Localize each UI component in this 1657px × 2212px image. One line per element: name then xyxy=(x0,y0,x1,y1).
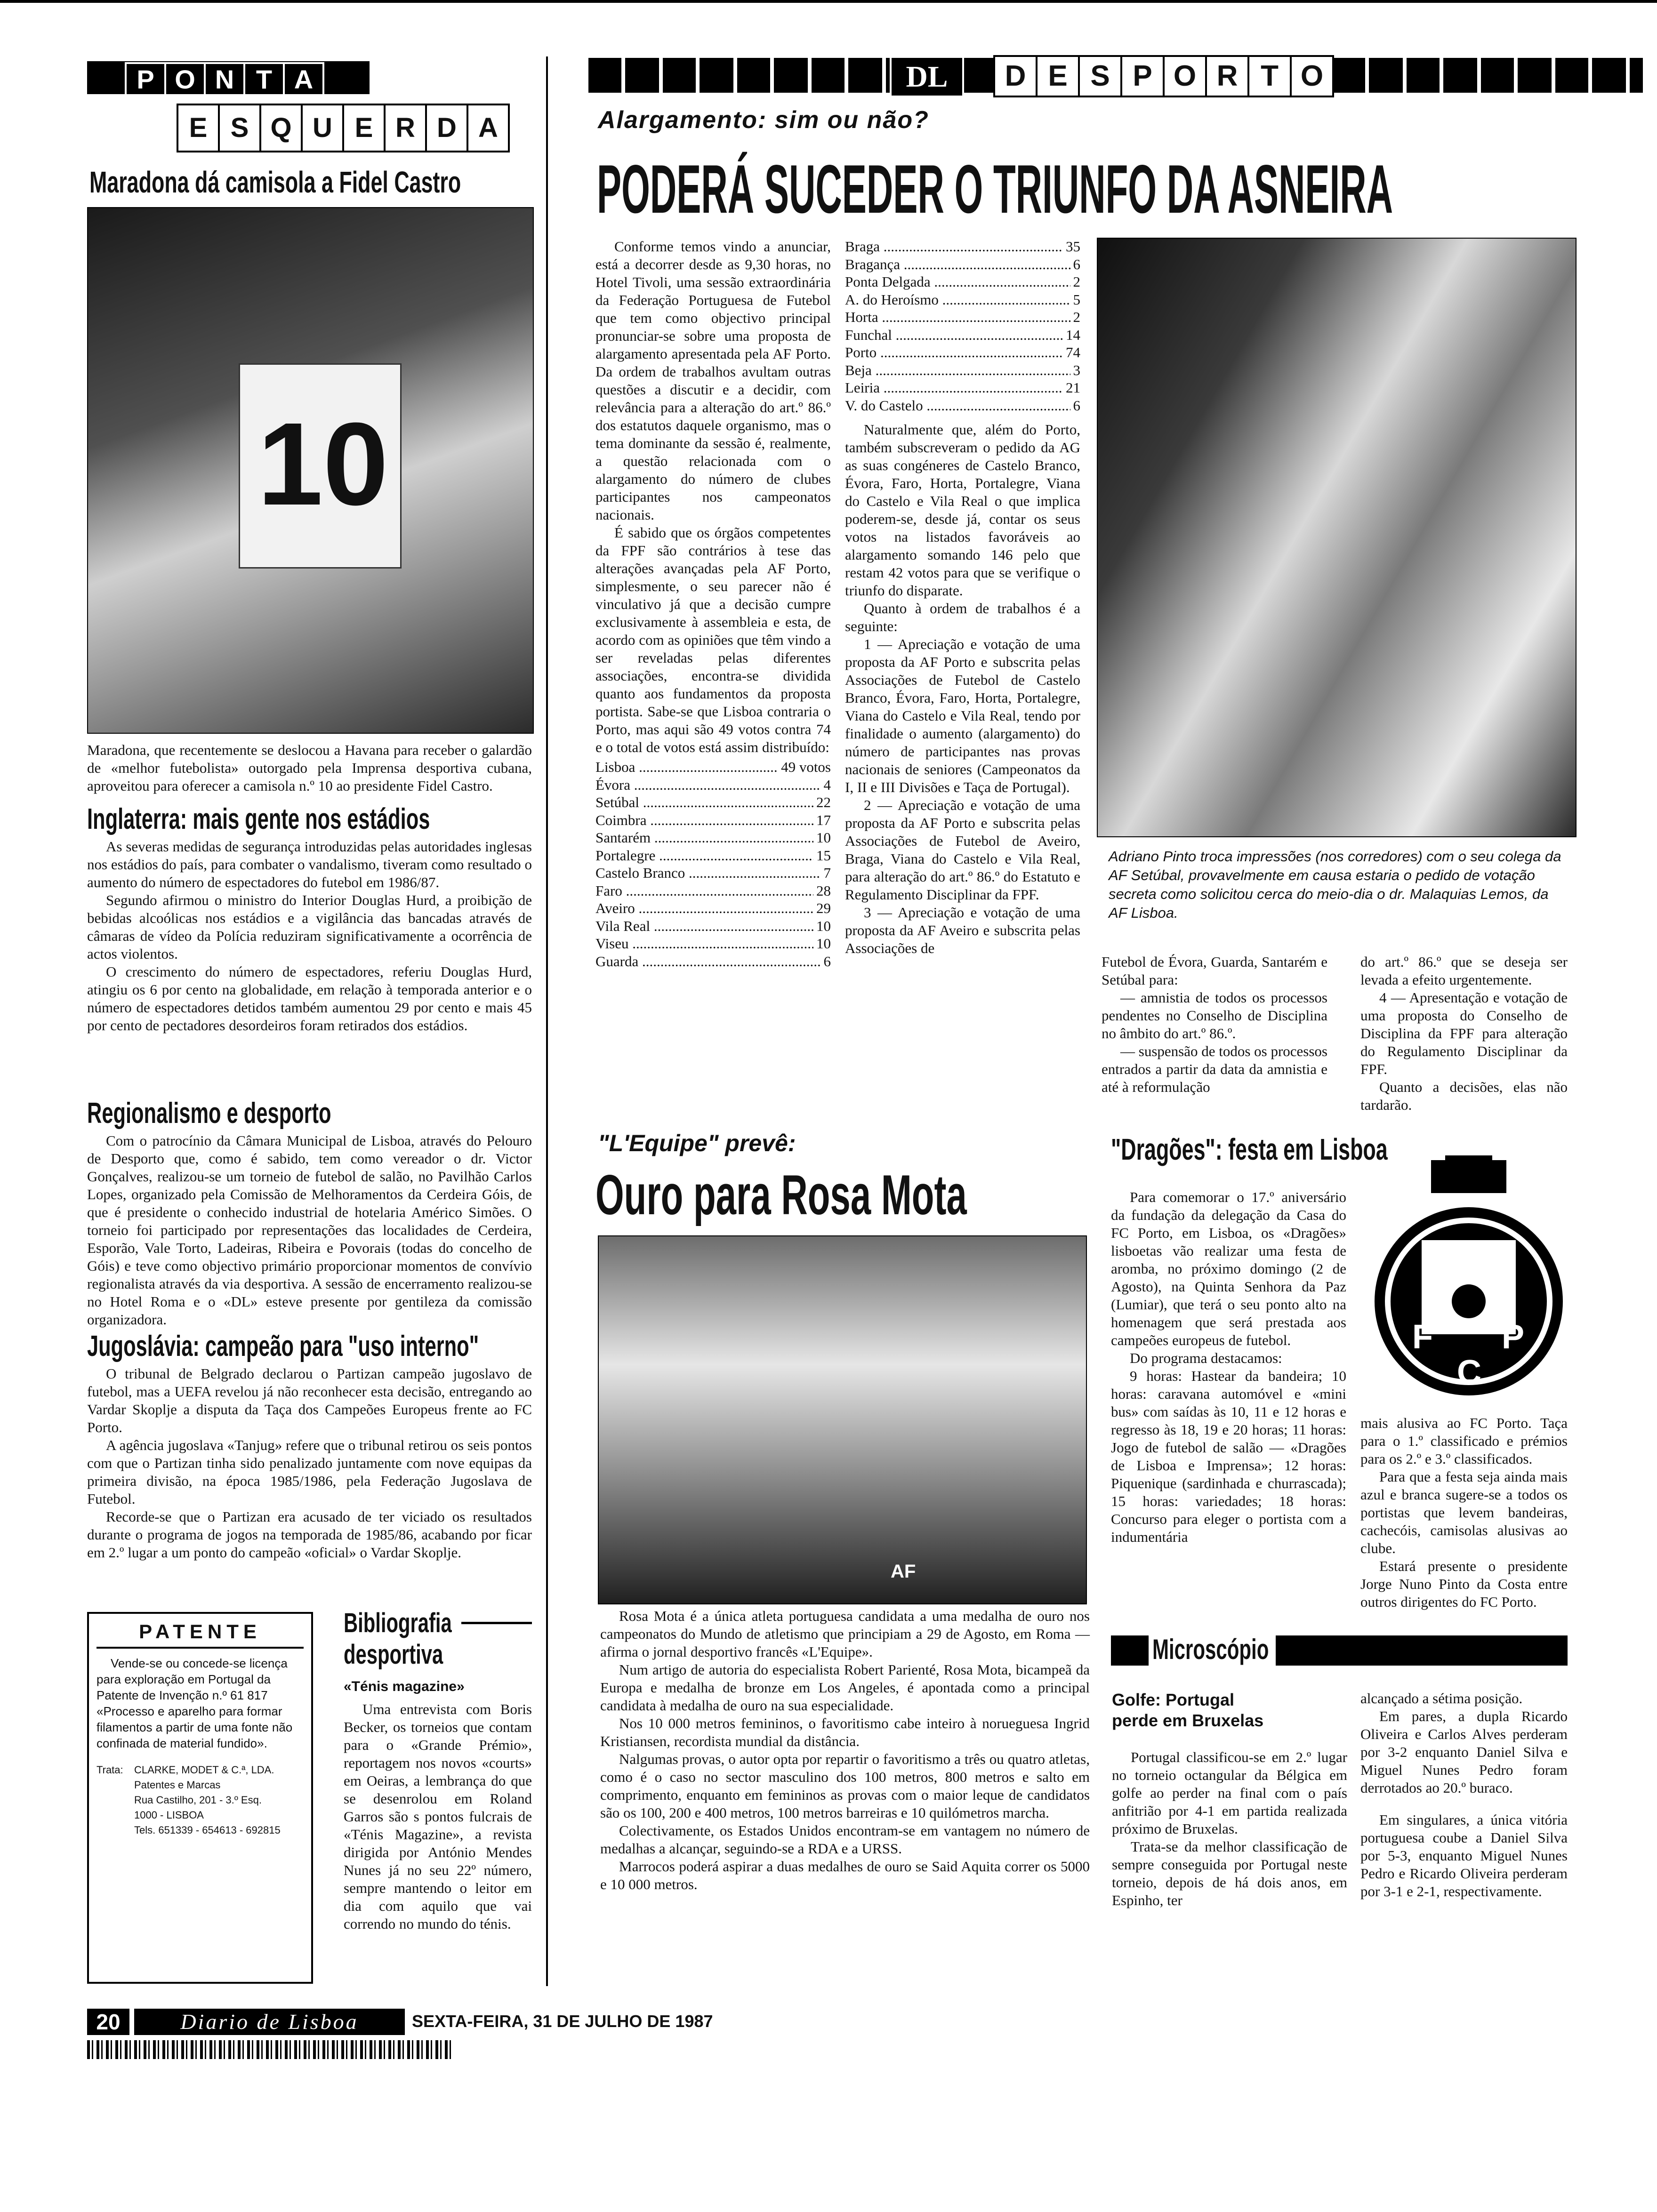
footer-barcode-strip xyxy=(87,2040,454,2059)
jugoslavia-p1: O tribunal de Belgrado declarou o Partizan campeão jugoslavo de futebol, mas a UEFA revelou já não reconhecer esta decisão, entregando ao Vardar Skoplje a disputa da Taça dos Campeões Europeus frente ao FC Porto. xyxy=(87,1365,532,1435)
patente-title: PATENTE xyxy=(97,1620,304,1649)
jugoslavia-p2: A agência jugoslava «Tanjug» refere que o tribunal retirou os seis pontos com que o Partizan tinha sido penalizado juntamente com nove equipas da primeira divisão, na época 1985/1986, pela Federação Jugoslava de Futebol. xyxy=(87,1437,532,1507)
main-col2-p2: Quanto à ordem de trabalhos é a seguinte: xyxy=(845,600,1080,634)
vote-count: 28 xyxy=(816,882,831,899)
vote-association: Setúbal ..... xyxy=(595,793,813,811)
vote-count: 4 xyxy=(823,776,831,793)
main-col3a xyxy=(1102,953,1327,1096)
vote-count: 6 xyxy=(1073,397,1080,414)
vote-count: 35 xyxy=(1066,238,1080,255)
footer xyxy=(87,2009,746,2037)
rosa-p1: Rosa Mota é a única atleta portuguesa candidata a uma medalha de ouro nos campeonatos do Mundo de atletismo que principiam a 29 de Agosto, em Roma — afirma o jornal desportivo francês «L'Equipe». xyxy=(600,1608,1090,1660)
vote-count: 7 xyxy=(823,865,831,881)
vote-association: Castelo Branco ..... xyxy=(595,864,821,882)
esquerda-letter: D xyxy=(425,104,468,152)
vote-count: 6 xyxy=(1073,256,1080,272)
vote-row xyxy=(595,847,831,865)
vote-row xyxy=(595,953,831,970)
maradona-caption: Maradona, que recentemente se deslocou a Havana para receber o galardão de «melhor futebolista» outorgado pela Imprensa desportiva cubana, aproveitou para oferecer a camisola n.º 10 ao presidente Fidel Castro. xyxy=(87,742,532,794)
main-col1-p2: É sabido que os órgãos competentes da FPF são contrários à tese das alterações avançadas pela AF Porto, simplesmente, o seu parecer não é vinculativo já que a decisão cumpre exclusivamente à assembleia e esta, de acordo com as opiniões que têm vindo a ser reveladas pelas diferentes associações, encontra-se dividida quanto aos fundamentos da proposta portista. Sabe-se que Lisboa contraria o Porto, mas aqui são 49 votos contra 74 e o total de votos está assim distribuído: xyxy=(595,524,831,755)
vote-row xyxy=(845,326,1080,344)
rosa-photo-text: AF xyxy=(891,1561,916,1582)
rosa-body xyxy=(600,1607,1090,1893)
main-col2-p4: 2 — Apreciação e votação de uma proposta da AF Porto e subscrita pelas Associações de Futebol de Aveiro, Braga, Viana do Castelo e Vila Real, para alteração do art.º 86.º do Estatuto e Regulamento Disciplinar da FPF. xyxy=(845,797,1080,903)
bibliografia-p1: Uma entrevista com Boris Becker, os torneios que contam para o «Grande Prémio», reportagem nos novos «courts» em Oeiras, a lembrança do que se desenrolou em Roland Garros são s pontos fulcrais de «Ténis Magazine», a revista dirigida por António Mendes Nunes já no seu 22º número, sempre mantendo o leitor em dia com aquilo que vai correndo no mundo do ténis. xyxy=(344,1701,532,1932)
rosa-p3: Nos 10 000 metros femininos, o favoritismo cabe inteiro à norueguesa Ingrid Kristiansen, recordista mundial da distância. xyxy=(600,1715,1090,1749)
main-col1 xyxy=(595,238,831,970)
vote-association: Lisboa ..... xyxy=(595,758,778,776)
vote-association: Ponta Delgada ..... xyxy=(845,273,1070,291)
vote-count: 22 xyxy=(816,794,831,810)
main-col3a-p2: — amnistia de todos os processos pendentes no Conselho de Disciplina no âmbito do art.º 86.º. xyxy=(1102,989,1327,1042)
inglaterra-p2: Segundo afirmou o ministro do Interior Douglas Hurd, a proibição de bebidas alcoólicas nos estádios e a vigilância das bancadas através de câmaras de vídeo da Polícia reduziram significativamente a ocorrência de actos violentos. xyxy=(87,892,532,962)
vote-association: V. do Castelo ..... xyxy=(845,397,1070,415)
vote-count: 17 xyxy=(816,811,831,828)
vote-count: 10 xyxy=(816,917,831,934)
patente-box xyxy=(87,1612,313,1984)
ponta-letter: A xyxy=(283,62,324,97)
vote-row xyxy=(595,776,831,794)
patente-line: Rua Castilho, 201 - 3.º Esq. xyxy=(134,1794,262,1806)
dragoes-title: "Dragões": festa em Lisboa xyxy=(1111,1132,1388,1166)
ponta-letter: P xyxy=(125,62,166,97)
vote-row xyxy=(845,397,1080,415)
jugoslavia-title: Jugoslávia: campeão para "uso interno" xyxy=(87,1330,479,1362)
golf-col2-p2: Em pares, a dupla Ricardo Oliveira e Carlos Alves perderam por 3-2 enquanto Daniel Silva e Miguel Nunes Pedro foram derrotados ao 20.º buraco. xyxy=(1360,1708,1568,1796)
vote-row xyxy=(595,935,831,953)
vote-association: Braga ..... xyxy=(845,238,1063,256)
golf-title xyxy=(1112,1690,1263,1731)
vote-count: 74 xyxy=(1066,344,1080,361)
ponta-letter: T xyxy=(243,62,285,97)
desporto-letter: E xyxy=(1036,55,1080,97)
main-photo-caption: Adriano Pinto troca impressões (nos corredores) com o seu colega da AF Setúbal, provavelmente em causa estaria o pedido de votação secreta como solicitou cerca do meio-dia o dr. Malaquias Lemos, da AF Lisboa. xyxy=(1109,848,1561,921)
vote-association: Funchal ..... xyxy=(845,326,1063,344)
rosa-p4: Nalgumas provas, o autor opta por repartir o favoritismo a três ou quatro atletas, como é o caso no sector masculino dos 100 metros, 800 metros e salto em comprimento, enquanto em femininos as provas com o maior leque de candidatos são os 100, 200 e 400 metros, 100 metros barreiras e 10 quilómetros marcha. xyxy=(600,1751,1090,1821)
main-col3a-p1: Futebol de Évora, Guarda, Santarém e Setúbal para: xyxy=(1102,954,1327,988)
main-col3b-p3: Quanto a decisões, elas não tardarão. xyxy=(1360,1079,1568,1113)
vote-row xyxy=(595,793,831,811)
dragoes-col2-p3: Estará presente o presidente Jorge Nuno Pinto da Costa entre outros dirigentes do FC Porto. xyxy=(1360,1558,1568,1610)
ponta-letter: N xyxy=(204,62,245,97)
microscopio-col2 xyxy=(1360,1690,1568,1900)
vote-row xyxy=(595,811,831,829)
regionalismo-title: Regionalismo e desporto xyxy=(87,1097,331,1130)
rosa-headline: Ouro para Rosa Mota xyxy=(595,1163,967,1226)
votes-list-a xyxy=(595,758,831,970)
main-col3b-p2: 4 — Apresentação e votação de uma proposta do Conselho de Disciplina da FPF para alteração do Regulamento Disciplinar da FPF. xyxy=(1360,989,1568,1077)
vote-association: Faro ..... xyxy=(595,882,813,900)
rosa-photo xyxy=(598,1235,1087,1604)
desporto-letter: T xyxy=(1247,55,1292,97)
vote-count: 14 xyxy=(1066,326,1080,343)
vote-count: 6 xyxy=(823,953,831,970)
inglaterra-p1: As severas medidas de segurança introduzidas pelas autoridades inglesas nos estádios do país, para combater o vandalismo, tiveram como resultado o aumento do número de espectadores do futebol em 1986/87. xyxy=(87,838,532,890)
vote-association: Aveiro ..... xyxy=(595,899,813,917)
dl-logo: DL xyxy=(890,56,964,97)
dragoes-p1: Para comemorar o 17.º aniversário da fundação da delegação da Casa do FC Porto, em Lisboa, os «Dragões» lisboetas vão realizar uma festa de aromba, no próximo domingo (2 de Agosto), na Quinta Senhora da Paz (Lumiar), que terá o seu ponto alto na homenagem que será prestada aos campeões europeus de futebol. xyxy=(1111,1189,1346,1348)
jugoslavia-p3: Recorde-se que o Partizan era acusado de ter viciado os resultados durante o programa de jogos na temporada de 1985/86, acabando por ficar em 2.º lugar a um ponto do campeão «oficial» o Vardar Skoplje. xyxy=(87,1508,532,1561)
microscopio-col1 xyxy=(1112,1748,1347,1909)
desporto-banner xyxy=(588,54,1643,96)
desporto-letter: D xyxy=(993,55,1038,97)
desporto-letter: O xyxy=(1163,55,1207,97)
vote-association: Portalegre ..... xyxy=(595,847,813,865)
desporto-word xyxy=(993,55,1332,97)
vote-association: Leiria ..... xyxy=(845,379,1063,397)
bibliografia-subtitle: «Ténis magazine» xyxy=(344,1679,465,1694)
main-kicker: Alargamento: sim ou não? xyxy=(598,106,929,134)
vote-count: 5 xyxy=(1073,291,1080,308)
patente-address xyxy=(134,1763,281,1838)
main-col1-p1: Conforme temos vindo a anunciar, está a decorrer desde as 9,30 horas, no Hotel Tivoli, uma sessão extraordinária da Federação Portuguesa de Futebol que tem como objectivo principal pronunciar-se sobre uma proposta de alargamento apresentada pela AF Porto. Da ordem de trabalhos avultam outras questões a discutir e a decidir, com relevância para a alteração do art.º 86.º dos estatutos daquele organismo, mas o tema dominante da sessão é, realmente, a questão relacionada com o alargamento do número de clubes participantes nos campeonatos nacionais. xyxy=(595,238,831,523)
vote-association: Évora ..... xyxy=(595,776,821,794)
golf-p1: Portugal classificou-se em 2.º lugar no torneio octangular da Bélgica em golfe ao perder na final com o país anfitrião por 4-1 em partida realizada próximo de Bruxelas. xyxy=(1112,1749,1347,1837)
vote-row xyxy=(845,361,1080,379)
maradona-title: Maradona dá camisola a Fidel Castro xyxy=(89,165,461,199)
vote-count: 2 xyxy=(1073,309,1080,325)
esquerda-letter: A xyxy=(467,104,510,152)
left-column xyxy=(87,160,532,1996)
vote-row xyxy=(595,882,831,900)
vote-association: Beja ..... xyxy=(845,361,1070,379)
vote-row xyxy=(845,308,1080,326)
vote-row xyxy=(845,291,1080,309)
esquerda-letter: E xyxy=(177,104,220,152)
microscopio-label: Microscópio xyxy=(1152,1634,1269,1665)
patente-line: Tels. 651339 - 654613 - 692815 xyxy=(134,1824,281,1836)
bibliografia-rule xyxy=(461,1622,532,1624)
vote-count: 49 votos xyxy=(781,759,831,775)
fcp-crest xyxy=(1370,1155,1568,1400)
vote-row xyxy=(595,899,831,917)
ponta-word xyxy=(125,62,322,97)
votes-list-b xyxy=(845,238,1080,414)
vote-association: Viseu ..... xyxy=(595,935,813,953)
regionalismo-p1: Com o patrocínio da Câmara Municipal de Lisboa, através do Pelouro de Desporto que, como é sabido, tem como vereador o dr. Victor Gonçalves, realizou-se um torneio de futebol de salão, no Pavilhão Carlos Lopes, organizado pela Comissão de Melhoramentos da Cerdeira Góis, de que é presidente o conhecido industrial de hotelaria Américo Simões. O torneio foi participado por representações das localidades de Cerdeira, Esporão, Vale Torto, Ladeiras, Ribeira e Povorais (todas do concelho de Góis) e teve como objectivo primário proporcionar momentos de convívio regionalista através da via desportiva. A sessão de encerramento realizou-se no Hotel Roma e o «DL» esteve presente por gentileza da comissão organizadora. xyxy=(87,1132,532,1328)
paper-name: Diario de Lisboa xyxy=(134,2009,405,2035)
rosa-kicker: "L'Equipe" prevê: xyxy=(598,1130,796,1156)
dragoes-col2-p1: mais alusiva ao FC Porto. Taça para o 1.º classificado e prémios para os 2.º e 3.º classificados. xyxy=(1360,1415,1568,1467)
ponta-letter: O xyxy=(164,62,206,97)
bibliografia-title-2: desportiva xyxy=(344,1639,443,1670)
jersey-number: 10 xyxy=(257,398,389,529)
vote-row xyxy=(845,273,1080,291)
maradona-photo xyxy=(87,207,534,734)
vote-row xyxy=(595,917,831,935)
main-col3b-p1: do art.º 86.º que se deseja ser levada a efeito urgentemente. xyxy=(1360,954,1568,988)
jugoslavia-body xyxy=(87,1365,532,1562)
vote-row xyxy=(595,829,831,847)
regionalismo-body xyxy=(87,1132,532,1329)
dragoes-col2-p2: Para que a festa seja ainda mais azul e branca sugere-se a todos os portistas que levem bandeiras, cachecóis, camisolas alusivas ao clube. xyxy=(1360,1468,1568,1556)
desporto-letter: R xyxy=(1205,55,1249,97)
golf-col2-p1: alcançado a sétima posição. xyxy=(1360,1690,1523,1707)
main-col2-p1: Naturalmente que, além do Porto, também subscreveram o pedido da AG as suas congéneres de Castelo Branco, Évora, Faro, Horta, Portalegre, Viana do Castelo e Vila Real o que implica poderem-se, desde já, contar os seus votos na listados favoráveis ao alargamento somando 146 pelo que restam 42 votos para que se verifique o triunfo do disparate. xyxy=(845,421,1080,599)
fcp-letter: C xyxy=(1457,1354,1481,1391)
patente-line: CLARKE, MODET & C.ª, LDA. xyxy=(134,1764,274,1776)
patente-line: 1000 - LISBOA xyxy=(134,1809,204,1821)
main-col2-p5: 3 — Apreciação e votação de uma proposta da AF Aveiro e subscrita pelas Associações de xyxy=(845,904,1080,956)
dragoes-p3: 9 horas: Hastear da bandeira; 10 horas: caravana automóvel e «mini bus» com saídas às 10, 11 e 12 horas e regresso às 18, 19 e 20 horas; 11 horas: Jogo de futebol de salão — «Dragões de Lisboa e Imprensa»; 12 horas: Piquenique (sardinhada e churrascada); 15 horas: variedades; 18 horas: Concurso para eleger o portista com a indumentária xyxy=(1111,1368,1346,1545)
vote-association: Guarda ..... xyxy=(595,953,821,970)
vote-count: 10 xyxy=(816,935,831,952)
esquerda-letter: E xyxy=(342,104,386,152)
vote-count: 29 xyxy=(816,900,831,916)
rosa-p2: Num artigo de autoria do especialista Robert Parienté, Rosa Mota, bicampeã da Europa e medalha de bronze em Los Angeles, é apontada como a principal candidata à medalha de ouro na sua especialidade. xyxy=(600,1661,1090,1714)
bibliografia xyxy=(344,1607,532,1933)
main-photo xyxy=(1097,238,1577,837)
vote-row xyxy=(595,758,831,776)
fcp-letter: F xyxy=(1412,1318,1433,1356)
vote-association: Horta ..... xyxy=(845,308,1070,326)
esquerda-letter: R xyxy=(384,104,427,152)
vote-association: Santarém ..... xyxy=(595,829,813,847)
esquerda-letter: S xyxy=(218,104,261,152)
page-number: 20 xyxy=(87,2009,129,2035)
main-col2 xyxy=(845,238,1080,957)
vote-row xyxy=(845,238,1080,256)
desporto-letter: P xyxy=(1120,55,1165,97)
vote-count: 3 xyxy=(1073,361,1080,378)
golf-title-1: Golfe: Portugal xyxy=(1112,1690,1234,1709)
vote-row xyxy=(845,344,1080,361)
desporto-letter: S xyxy=(1078,55,1122,97)
esquerda-word xyxy=(177,104,508,152)
desporto-letter: O xyxy=(1290,55,1334,97)
vote-association: Coimbra ..... xyxy=(595,811,813,829)
vote-count: 10 xyxy=(816,829,831,846)
top-rule xyxy=(0,0,1657,3)
golf-title-2: perde em Bruxelas xyxy=(1112,1711,1264,1730)
vote-association: Porto ..... xyxy=(845,344,1063,361)
inglaterra-title: Inglaterra: mais gente nos estádios xyxy=(87,803,430,835)
patente-line: Patentes e Marcas xyxy=(134,1779,221,1791)
main-col3b xyxy=(1360,953,1568,1114)
column-divider xyxy=(546,56,548,1986)
vote-row xyxy=(845,256,1080,273)
vote-association: A. do Heroísmo ..... xyxy=(845,291,1070,309)
vote-association: Bragança ..... xyxy=(845,256,1070,273)
patente-body: Vende-se ou concede-se licença para exploração em Portugal da Patente de Invenção n.º 61 817 «Processo e aparelho para formar filamentos a partir de uma fonte não confinada de material fundido». xyxy=(97,1656,293,1750)
rosa-p5: Colectivamente, os Estados Unidos encontram-se em vantagem no número de medalhas a alcançar, seguindo-se a RDA e a URSS. xyxy=(600,1822,1090,1857)
rosa-p6: Marrocos poderá aspirar a duas medalhes de ouro se Said Aquita correr os 5000 e 10 000 metros. xyxy=(600,1858,1090,1892)
vote-count: 2 xyxy=(1073,273,1080,290)
fcp-letter: P xyxy=(1502,1318,1525,1356)
golf-col2-p3: Em singulares, a única vitória portuguesa coube a Daniel Silva por 5-3, enquanto Miguel Nunes Pedro e Ricardo Oliveira perderam por 3-1 e 2-1, respectivamente. xyxy=(1360,1811,1568,1899)
main-col2-p3: 1 — Apreciação e votação de uma proposta da AF Porto e subscrita pelas Associações de Futebol de Castelo Branco, Évora, Faro, Horta, Portalegre, Viana do Castelo e Vila Real, tendo por finalidade o aumento (alargamento) do número de participantes nas provas nacionais de seniores (Campeonatos da I, II e III Divisões e Taça de Portugal). xyxy=(845,636,1080,795)
main-col3a-p3: — suspensão de todos os processos entrados a partir da data da amnistia e até à reformulação xyxy=(1102,1043,1327,1095)
bibliografia-title-1: Bibliografia xyxy=(344,1608,452,1638)
vote-row xyxy=(845,379,1080,397)
vote-association: Vila Real ..... xyxy=(595,917,813,935)
patente-trata-label: Trata: xyxy=(97,1764,123,1776)
golf-p2: Trata-se da melhor classificação de sempre conseguida por Portugal neste torneio, depois de há dois anos, em Espinho, ter xyxy=(1112,1838,1347,1908)
issue-date: SEXTA-FEIRA, 31 DE JULHO DE 1987 xyxy=(412,2012,713,2031)
ponta-esquerda-banner xyxy=(87,52,534,160)
dragoes-col2 xyxy=(1360,1414,1568,1611)
esquerda-letter: Q xyxy=(259,104,303,152)
vote-count: 15 xyxy=(816,847,831,864)
dragoes-col1 xyxy=(1111,1188,1346,1546)
bibliografia-body xyxy=(344,1700,532,1933)
main-headline: PODERÁ SUCEDER O TRIUNFO DA ASNEIRA xyxy=(597,151,1393,227)
vote-row xyxy=(595,864,831,882)
dragoes-p2: Do programa destacamos: xyxy=(1130,1350,1282,1366)
inglaterra-p3: O crescimento do número de espectadores, referiu Douglas Hurd, atingiu os 6 por cento na globalidade, em relação à temporada anterior e o número de espectadores detidos também aumentou 29 por cento e mais 45 por cento de pectadores desordeiros foram retirados dos estádios. xyxy=(87,963,532,1034)
vote-count: 21 xyxy=(1066,379,1080,396)
inglaterra-body xyxy=(87,838,532,1034)
esquerda-letter: U xyxy=(301,104,344,152)
